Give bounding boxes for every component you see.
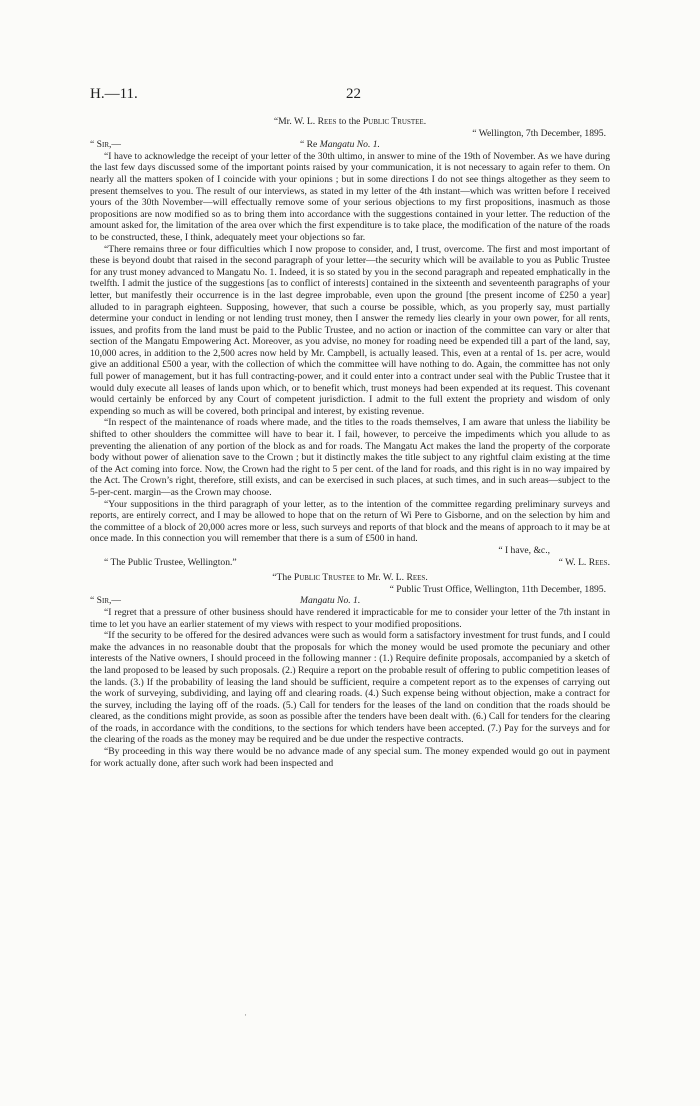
letter1-paragraph: “Your suppositions in the third paragraph of your letter, as to the intention of the committee regarding preliminary surveys and reports, are entirely correct, and I may be allowed to hope that on the return of Wi Pere to Gisborne, and on the selection by him and the committee of a block of 20,000 acres more or less, such surveys and reports of that block and the means of approach to it may be at once made. In this connection you will remember that there is a sum of £500 in hand.: [90, 498, 610, 545]
letter2-title: “The Public Trustee to Mr. W. L. Rees.: [272, 572, 428, 584]
letter2-paragraph: “By proceeding in this way there would be no advance made of any special sum. The money expended would go out in payment for work actually done, after such work had been inspected and: [90, 746, 610, 769]
page-body: [90, 114, 610, 769]
letter2-salutation: “ Sir,—: [90, 595, 121, 607]
letter1-subject: “ Re Mangatu No. 1.: [300, 139, 380, 151]
letter2-paragraph: “I regret that a pressure of other business should have rendered it impracticable for me to consider your letter of the 7th instant in time to let you have an earlier statement of my views with respect to your modified propositions.: [90, 606, 610, 630]
letter1-signature: “ W. L. Rees.: [558, 556, 610, 568]
letter1-addressee: “ The Public Trustee, Wellington.”: [104, 556, 237, 568]
letter2-place-date: “ Public Trust Office, Wellington, 11th December, 1895.: [389, 583, 606, 595]
page-speck: ·: [244, 1010, 247, 1020]
letter1-closing: “ I have, &c.,: [498, 544, 550, 556]
letter1-paragraph: “In respect of the maintenance of roads where made, and the titles to the roads themselves, I am aware that unless the liability be shifted to other shoulders the committee will have to bear it. I fail, however, to perceive the impediments which you allude to as preventing the alienation of any portion of the block as and for roads. The Mangatu Act makes the land the property of the corporate body without power of alienation save to the Crown ; but it distinctly makes the title subject to any rightful claim existing at the time of the Act coming into force. Now, the Crown had the right to 5 per cent. of the land for roads, and this right is in no way impaired by the Act. The Crown’s right, therefore, still exists, and can be exercised in such places, at such times, and in such areas—subject to the 5-per-cent. margin—as the Crown may choose.: [90, 417, 610, 498]
letter1-salutation-row: [90, 139, 610, 151]
letter1-place-date: “ Wellington, 7th December, 1895.: [472, 127, 606, 139]
letter1-paragraph: “I have to acknowledge the receipt of your letter of the 30th ultimo, in answer to mine of the 19th of November. As we have during the last few days discussed some of the important points raised by your communication, it is not necessary to again refer to them. On nearly all the matters spoken of I coincide with your opinions ; but in some directions I do not see things altogether as they seem to present themselves to you. The result of our interviews, as stated in my letter of the 4th instant—which was written before I received yours of the 30th November—will effectually remove some of your serious objections to my first propositions, inasmuch as those propositions are now modified so as to bring them into accordance with the suggestions contained in your letter. The reduction of the amount asked for, the limitation of the area over which the first expenditure is to take place, the modification of the nature of the roads to be constructed, these, I think, adequately meet your objections so far.: [90, 150, 610, 243]
page-header: [90, 86, 620, 106]
letter1-title: “Mr. W. L. Rees to the Public Trustee.: [273, 116, 427, 127]
letter2-paragraph: “If the security to be offered for the desired advances were such as would form a satisfactory investment for trust funds, and I could make the advances in no reasonable doubt that the proposals for which the money would be used promote the pecuniary and other interests of the Native owners, I should proceed in the following manner : (1.) Require definite proposals, accompanied by a sketch of the land proposed to be leased by such proposals. (2.) Require a report on the probable result of offering to public competition leases of the lands. (3.) If the probability of leasing the land should be sufficient, require a competent report as to the expenses of carrying out the work of surveying, subdividing, and laying off and clearing roads. (4.) Such expense being without objection, make a contract for the survey, including the laying off of the roads. (5.) Call for tenders for the leases of the land on condition that the roads should be cleared, as the conditions might provide, as soon as possible after the tenders have been dealt with. (6.) Call for tenders for the clearing of the roads, in accordance with the conditions, to the sections for which tenders have been accepted. (7.) Pay for the surveys and for the clearing of the roads as the money may be required and be due under the respective contracts.: [90, 630, 610, 746]
document-reference: H.—11.: [90, 86, 138, 102]
letter1-salutation: “ Sir,—: [90, 139, 121, 151]
letter2-salutation-row: [90, 595, 610, 607]
letter1-signoff: [90, 557, 610, 569]
page-number: 22: [346, 86, 361, 102]
letter1-paragraph: “There remains three or four difficulties which I now propose to consider, and, I trust, overcome. The first and most important of these is beyond doubt that raised in the second paragraph of your letter—the security which will be available to you as Public Trustee for any trust money advanced to Mangatu No. 1. Indeed, it is so stated by you in the second paragraph and repeated emphatically in the twelfth. I admit the justice of the suggestions [as to conflict of interests] contained in the sixteenth and seventeenth paragraphs of your letter, but manifestly their occurrence is in the last degree improbable, even upon the ground [the present income of £250 a year] alluded to in paragraph eighteen. Supposing, however, that such a course be possible, which, as you properly say, must partially determine your conduct in lending or not lending trust money, then I answer the remedy lies clearly in your own power, for all rents, issues, and profits from the land must be paid to the Public Trustee, and no action or inaction of the committee can vary or alter that section of the Mangatu Empowering Act. Moreover, as you advise, no money for roading need be expended till a part of the land, say, 10,000 acres, in addition to the 2,500 acres now held by Mr. Campbell, is actually leased. This, even at a rental of 1s. per acre, would give an additional £500 a year, with the collection of which the committee will have nothing to do. Again, the committee has not only full power of management, but it has full contracting-power, and it could enter into a contract under seal with the Public Trustee that it would duly execute all leases of lands upon which, or to benefit which, trust moneys had been expended at its request. This covenant would certainly be enforced by any Court of competent jurisdiction. I admit to the full extent the propriety and wisdom of only expending so much as will be covered, both principal and interest, by existing revenue.: [90, 243, 610, 417]
letter2-subject: Mangatu No. 1.: [300, 595, 361, 607]
